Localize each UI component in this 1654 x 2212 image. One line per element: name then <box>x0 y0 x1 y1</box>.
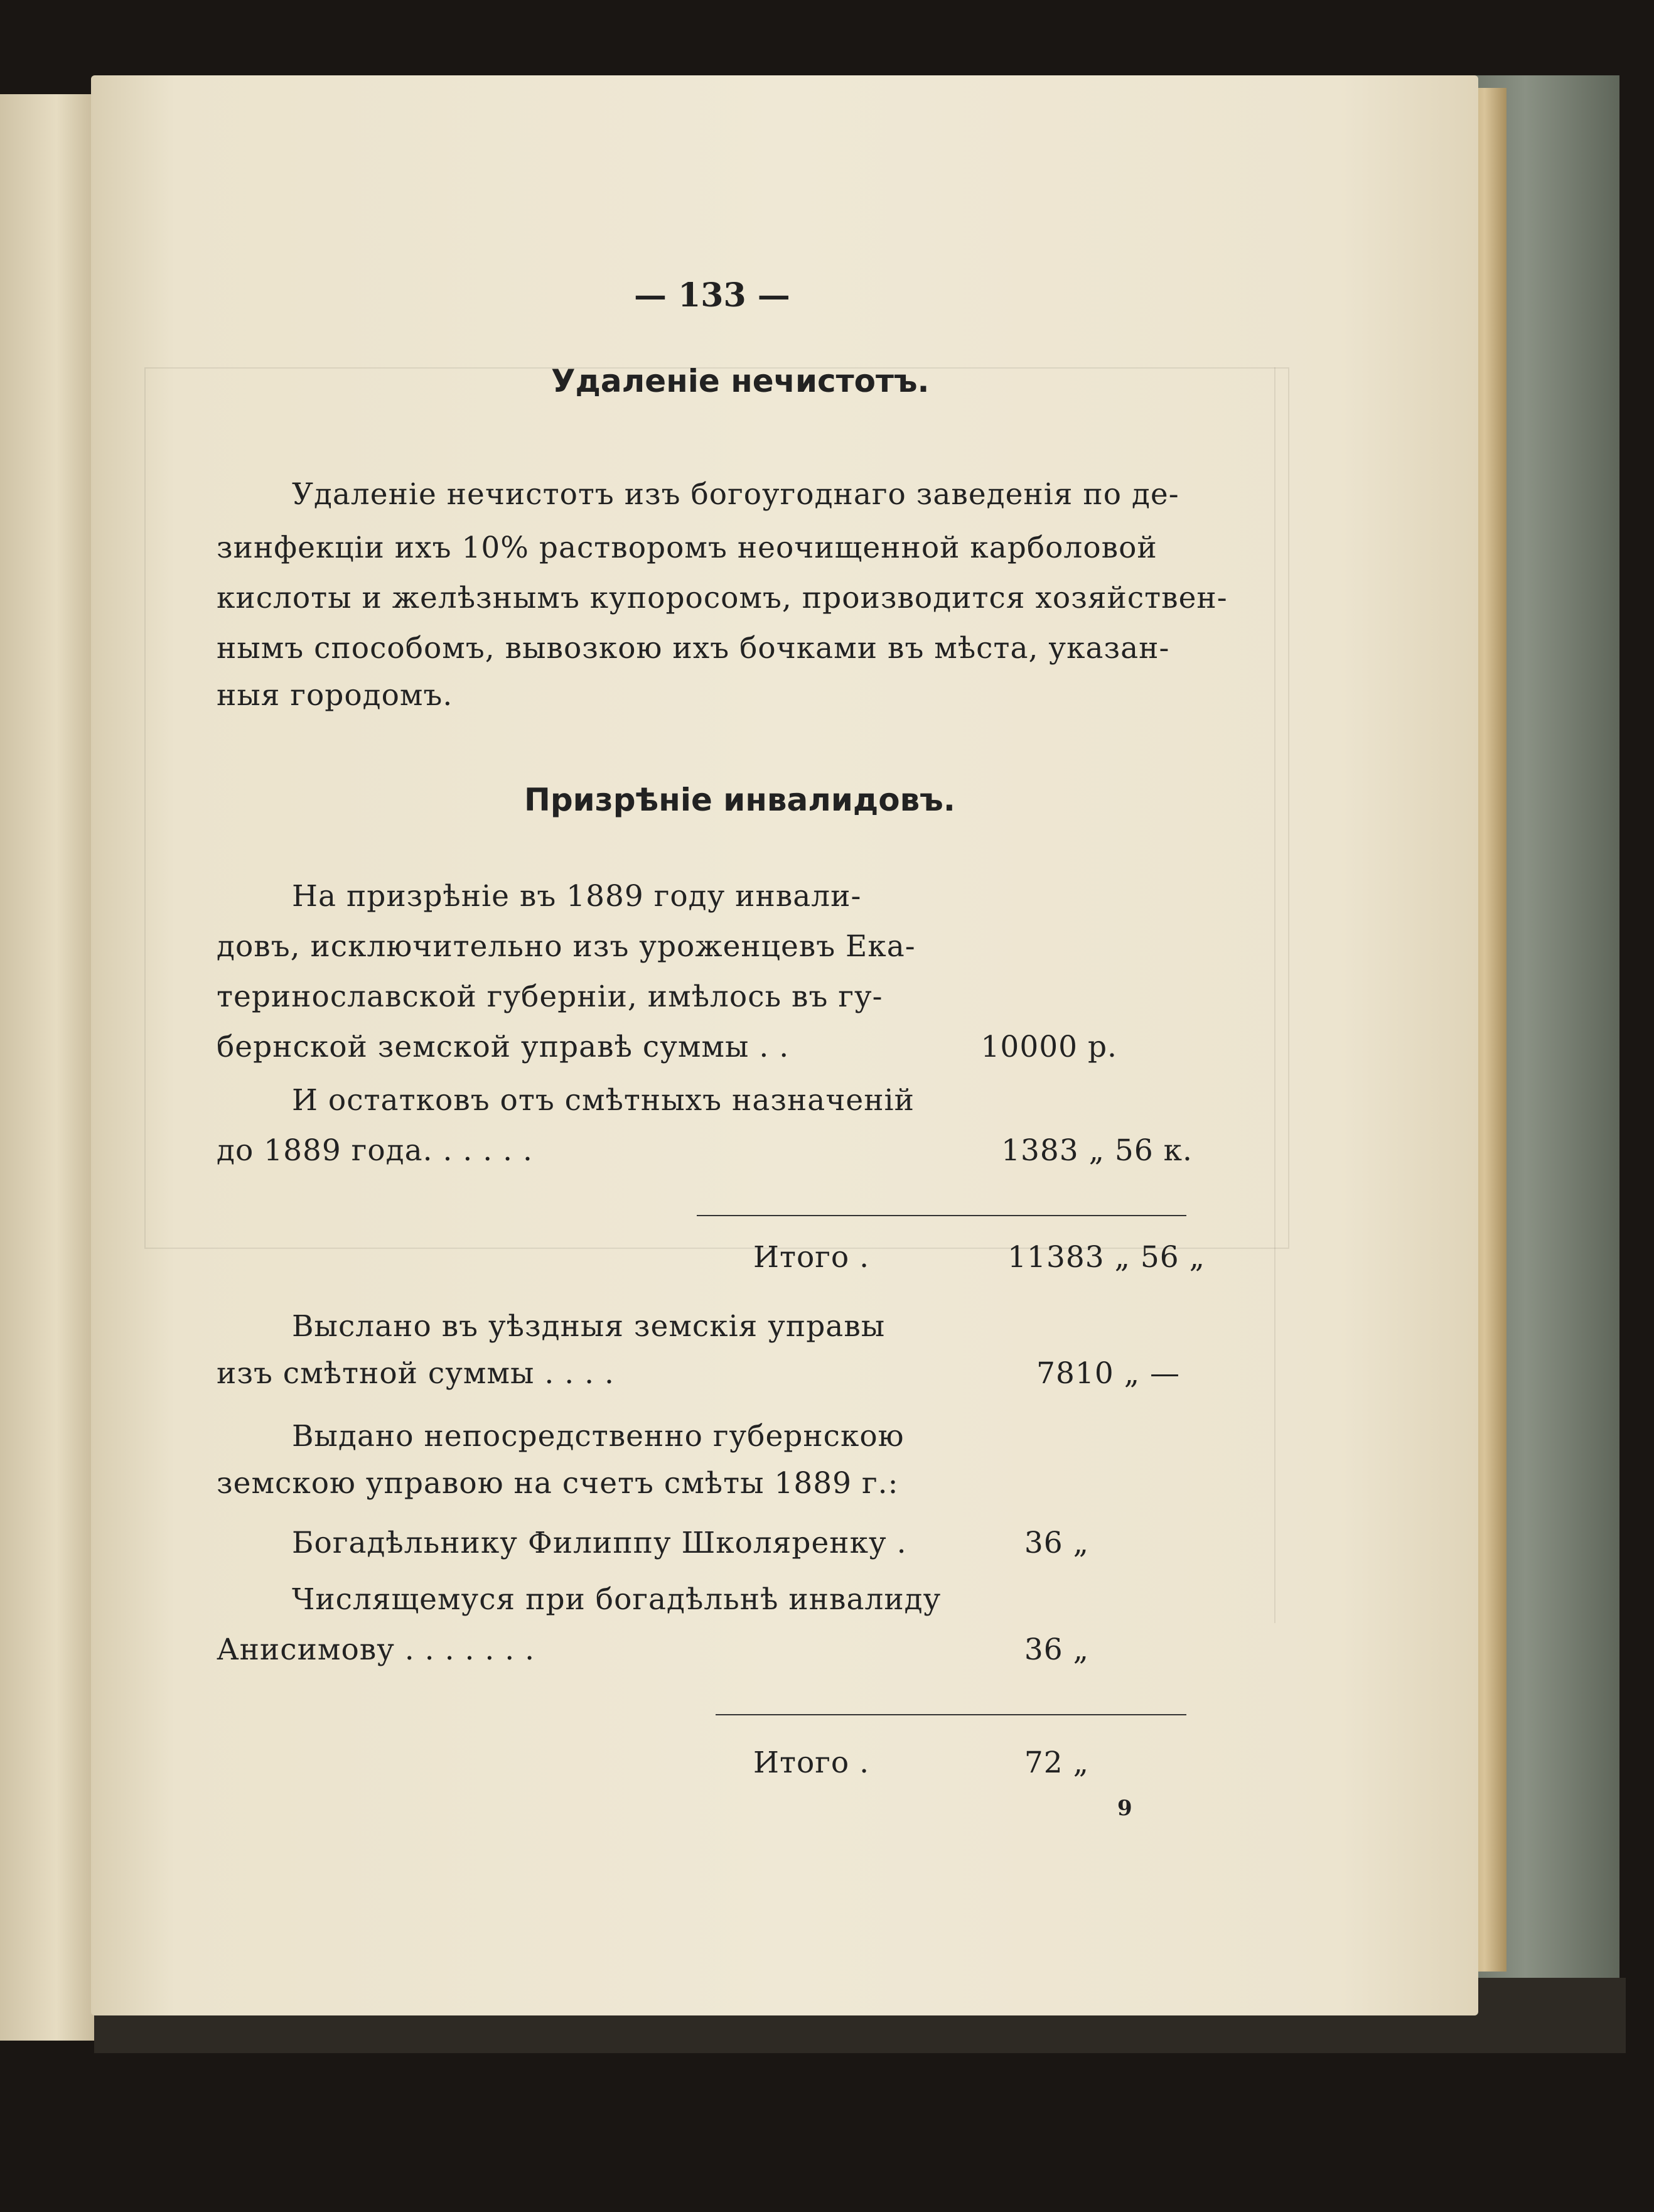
paragraph-line: На призрѣніе въ 1889 году инвали- <box>292 879 862 914</box>
amount: 1383 „ 56 к. <box>1001 1133 1193 1168</box>
section-heading: Призрѣніе инвалидовъ. <box>524 782 955 818</box>
total-label: Итого . <box>753 1240 870 1275</box>
amount: 7810 „ — <box>1036 1356 1180 1391</box>
paragraph-line: до 1889 года. . . . . . <box>217 1133 533 1168</box>
paragraph-line: ныя городомъ. <box>217 678 453 713</box>
bleed-through-rule <box>1274 367 1275 1623</box>
total-amount: 11383 „ 56 „ <box>1007 1240 1205 1275</box>
paragraph-line: земскою управою на счетъ смѣты 1889 г.: <box>217 1466 899 1501</box>
paragraph-line: бернской земской управѣ суммы . . <box>217 1030 790 1064</box>
line-item-amount: 36 „ <box>1024 1526 1089 1560</box>
facing-page-edge <box>0 94 94 2041</box>
amount: 10000 р. <box>980 1030 1117 1064</box>
paragraph-line: кислоты и желѣзнымъ купоросомъ, производится хозяйствен- <box>217 581 1228 615</box>
paragraph-line: нымъ способомъ, вывозкою ихъ бочками въ мѣста, указан- <box>217 631 1170 666</box>
sum-rule <box>716 1714 1186 1715</box>
paragraph-line: И остатковъ отъ смѣтныхъ назначеній <box>292 1083 915 1118</box>
paragraph-line: теринославской губерніи, имѣлось въ гу- <box>217 979 883 1014</box>
page-number: — 133 — <box>634 276 790 315</box>
line-item-label: Анисимову . . . . . . . <box>217 1632 535 1667</box>
paragraph-line: довъ, исключительно изъ уроженцевъ Ека- <box>217 929 916 964</box>
paragraph-line: Выдано непосредственно губернскою <box>292 1419 905 1454</box>
paragraph-line: зинфекціи ихъ 10% растворомъ неочищенной карболовой <box>217 531 1157 565</box>
total-label: Итого . <box>753 1745 870 1780</box>
section-heading: Удаленіе нечистотъ. <box>551 363 930 399</box>
total-amount: 72 „ <box>1024 1745 1089 1780</box>
paragraph-line: Удаленіе нечистотъ изъ богоугоднаго заведенія по де- <box>292 477 1179 512</box>
paragraph-line: Выслано въ уѣздныя земскія управы <box>292 1309 886 1344</box>
line-item-label: Богадѣльнику Филиппу Школяренку . <box>292 1526 907 1560</box>
paragraph-line: изъ смѣтной суммы . . . . <box>217 1356 615 1391</box>
signature-mark: 9 <box>1117 1796 1132 1821</box>
line-item-label: Числящемуся при богадѣльнѣ инвалиду <box>292 1582 942 1617</box>
sum-rule <box>697 1215 1186 1216</box>
line-item-amount: 36 „ <box>1024 1632 1089 1667</box>
